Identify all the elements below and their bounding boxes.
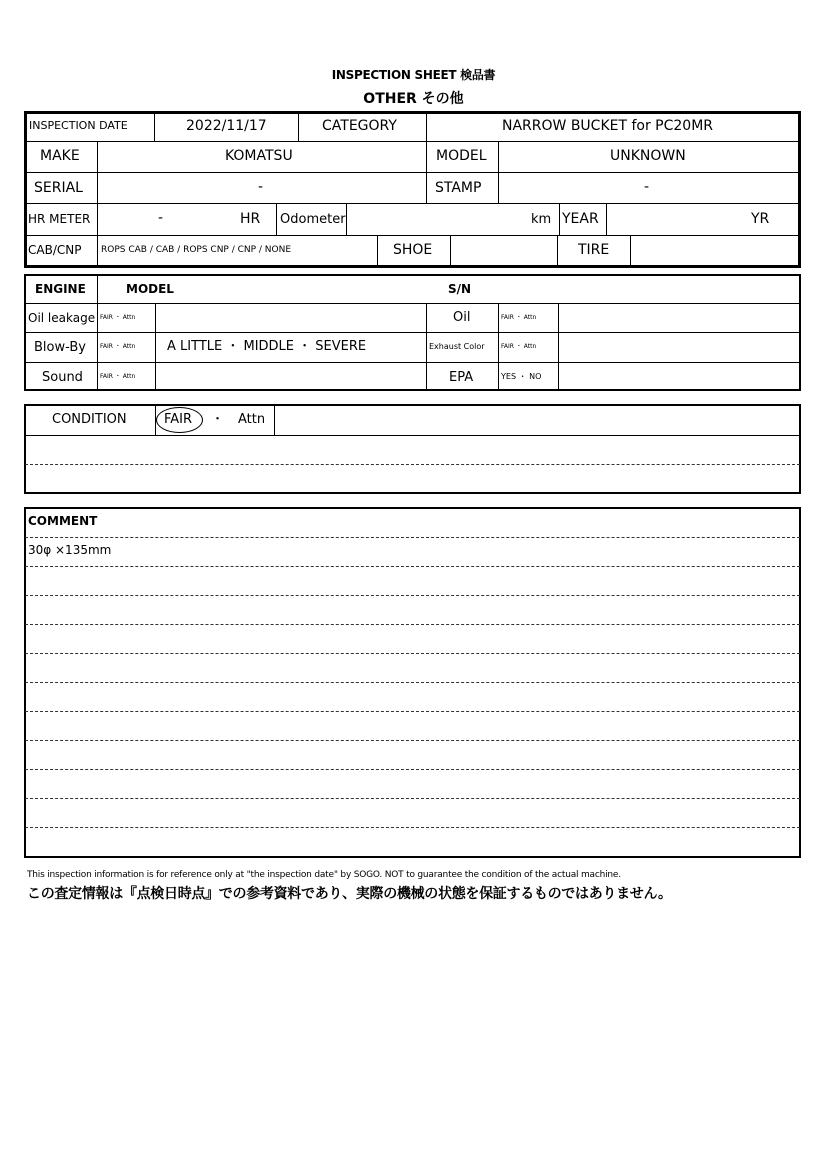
stamp-value: - [644,179,650,195]
odometer-label: Odometer [280,212,346,227]
condition-attn: Attn [238,412,266,427]
category-value: NARROW BUCKET for PC20MR [502,118,714,134]
engine-sn-label: S/N [448,282,472,296]
make-value: KOMATSU [225,148,293,164]
model-value: UNKNOWN [610,148,686,164]
comment-label: COMMENT [28,514,98,528]
blowby-fair-attn: FAIR ・ Attn [100,343,136,350]
tire-label: TIRE [578,242,610,258]
blowby-options: A LITTLE ・ MIDDLE ・ SEVERE [167,339,367,354]
yr-unit: YR [751,211,770,227]
disclaimer-japanese: この査定情報は『点検日時点』での参考資料であり、実際の機械の状態を保証するものではありません。 [27,886,672,902]
year-label: YEAR [562,211,599,227]
condition-fair: FAIR [164,412,193,427]
inspection-date-label: INSPECTION DATE [29,119,128,132]
oil-leakage-options: FAIR ・ Attn [100,314,136,321]
comment-line: 30φ ×135mm [28,543,112,557]
blowby-label: Blow-By [34,340,86,355]
serial-label: SERIAL [34,180,83,196]
sheet-subtitle: OTHER その他 [363,91,464,107]
sound-options: FAIR ・ Attn [100,373,136,380]
engine-model-label: MODEL [126,282,174,296]
condition-table [24,404,801,494]
condition-dot: ・ [211,412,225,427]
category-label: CATEGORY [322,118,397,134]
inspection-date-value: 2022/11/17 [186,118,267,134]
hr-unit: HR [240,211,261,227]
km-unit: km [531,212,552,227]
oil-leakage-label: Oil leakage [28,311,96,325]
engine-label: ENGINE [35,282,86,296]
oil-options: FAIR ・ Attn [501,314,537,321]
make-label: MAKE [40,148,80,164]
exhaust-options: FAIR ・ Attn [501,343,537,350]
hr-meter-label: HR METER [28,212,91,226]
hr-meter-value: - [158,210,164,226]
disclaimer-english: This inspection information is for reference only at "the inspection date" by SOGO. NOT to guarantee the condition of the actual machine. [27,870,621,880]
cab-cnp-options: ROPS CAB / CAB / ROPS CNP / CNP / NONE [101,245,292,255]
model-label: MODEL [436,148,487,164]
epa-options: YES ・ NO [501,372,542,381]
shoe-label: SHOE [393,242,433,258]
serial-value: - [258,179,264,195]
exhaust-color-label: Exhaust Color [429,342,485,351]
cab-cnp-label: CAB/CNP [28,243,82,257]
oil-label: Oil [453,310,471,325]
sound-label: Sound [42,370,83,385]
epa-label: EPA [449,370,474,385]
sheet-title: INSPECTION SHEET 検品書 [331,68,496,82]
stamp-label: STAMP [435,180,482,196]
condition-label: CONDITION [52,412,127,427]
